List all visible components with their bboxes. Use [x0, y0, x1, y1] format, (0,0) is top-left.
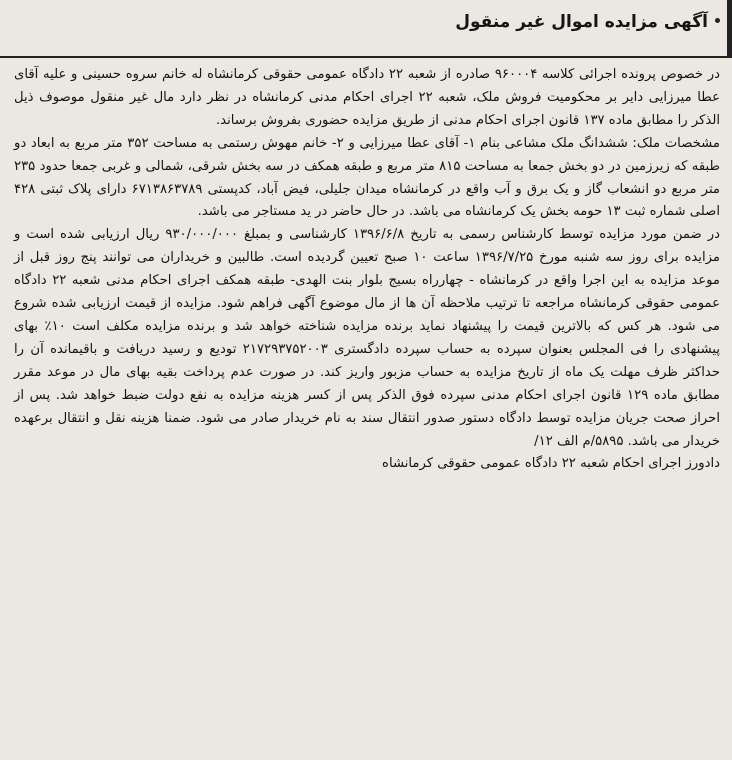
notice-body [14, 64, 720, 476]
notice-title: آگهی مزایده اموال غیر منقول [455, 12, 708, 32]
intro-paragraph: در خصوص پرونده اجرائی کلاسه ۹۶۰۰۰۴ صادره از شعبه ۲۲ دادگاه عمومی حقوقی کرمانشاه له خانم سروه حسینی و علیه آقای عطا میرزایی دایر بر محکومیت فروش ملک، شعبه ۲۲ اجرای احکام مدنی کرمانشاه در نظر دارد مال غیر منقول موصوف ذیل الذکر را مطابق ماده ۱۳۷ قانون اجرای احکام مدنی از طریق مزایده حضوری بفروش برساند. [14, 67, 720, 128]
bullet-icon [715, 18, 720, 23]
header-bar [727, 0, 732, 56]
property-details-paragraph: مشخصات ملک: ششدانگ ملک مشاعی بنام ۱- آقای عطا میرزایی و ۲- خانم مهوش رستمی به مساحت ۳۵۲ متر مربع به ابعاد دو طبقه که زیرزمین در دو بخش جمعا به مساحت ۸۱۵ متر مربع و طبقه همکف در سه بخش شرقی، شمالی و غربی جمعا حدود ۲۳۵ متر مربع دو انشعاب گاز و یک برق و آب واقع در کرمانشاه میدان جلیلی، فیض آباد، کدپستی ۶۷۱۳۸۶۳۷۸۹ دارای پلاک ثبتی ۴۲۸ اصلی شماره ثبت ۱۳ حومه بخش یک کرمانشاه می باشد. در حال حاضر در ید مستاجر می باشد. [14, 135, 721, 220]
notice-header [0, 0, 732, 58]
auction-terms-paragraph: در ضمن مورد مزایده توسط کارشناس رسمی به تاریخ ۱۳۹۶/۶/۸ کارشناسی و بمبلغ ۹۳۰/۰۰۰/۰۰۰ ریال ارزیابی شده است و مزایده برای روز سه شنبه مورخ ۱۳۹۶/۷/۲۵ ساعت ۱۰ صبح تعیین گردیده است. طالبین و خریداران می توانند پنج روز قبل از موعد مزایده به این اجرا واقع در کرمانشاه - چهارراه بسیج بلوار بنت الهدی- طبقه همکف اجرای احکام مدنی شعبه ۲۲ دادگاه عمومی حقوقی کرمانشاه مراجعه تا ترتیب ملاحظه آن ها از مال موضوع آگهی فراهم شود. مزایده از قیمت ارزیابی شده شروع می شود. هر کس که بالاترین قیمت را پیشنهاد نماید برنده مزایده شناخته خواهد شد و برنده مزایده مکلف است ۱۰٪ بهای پیشنهادی را فی المجلس بعنوان سپرده به حساب سپرده دادگستری ۲۱۷۲۹۳۷۵۲۰۰۳ تودیع و رسید دریافت و باقیمانده آن را حداکثر ظرف مهلت یک ماه از تاریخ مزایده به حساب مزبور واریز کند. در صورت عدم پرداخت بقیه بهای مال در موعد مقرر مطابق ماده ۱۲۹ قانون اجرای احکام مدنی سپرده فوق الذکر پس از کسر هزینه مزایده به نفع دولت ضبط خواهد شد. پس از احراز صحت جریان مزایده توسط دادگاه دستور صدور انتقال سند به نام خریدار صادر می شود. ضمنا هزینه نقل و انتقال برعهده خریدار می باشد. ۵۸۹۵/م الف ۱۲/ [14, 227, 720, 449]
signature: دادورز اجرای احکام شعبه ۲۲ دادگاه عمومی حقوقی کرمانشاه [382, 456, 720, 472]
